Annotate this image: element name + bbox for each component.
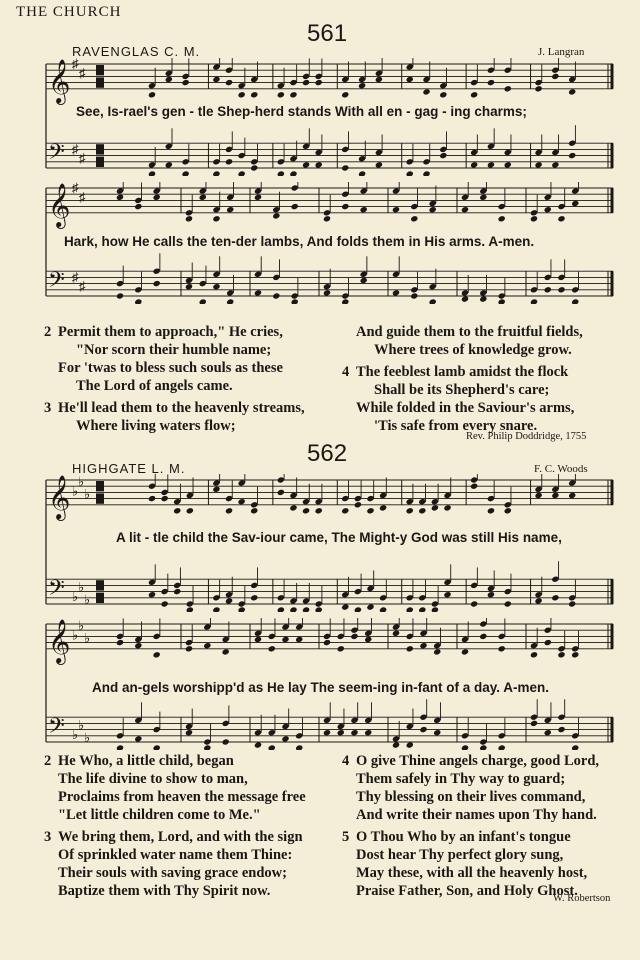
note-head: [375, 76, 383, 83]
note-head: [116, 639, 124, 646]
note-head: [461, 206, 469, 213]
note-head: [254, 194, 262, 201]
note-head: [238, 498, 246, 505]
note-head: [323, 639, 331, 646]
key-signature-glyph: ♭: [72, 726, 79, 742]
note-head: [418, 606, 426, 612]
verse-line: And write their names upon Thy hand.: [356, 807, 597, 823]
note-head: [410, 215, 418, 222]
key-signature-glyph: ♯: [79, 189, 86, 205]
key-signature-glyph: ♯: [72, 182, 79, 195]
note-head: [161, 495, 169, 502]
note-head: [203, 744, 211, 750]
note-head: [291, 203, 299, 210]
key-signature-glyph: ♭: [78, 579, 85, 595]
note-head: [212, 76, 220, 83]
hymn-number: 562: [307, 440, 348, 467]
time-signature-top: [96, 65, 104, 75]
verse-line: Praise Father, Son, and Holy Ghost.: [356, 883, 578, 899]
note-head: [225, 507, 233, 514]
note-head: [281, 735, 289, 742]
note-head: [498, 215, 506, 222]
key-signature-glyph: ♭: [72, 627, 79, 643]
note-head: [354, 606, 362, 612]
key-signature-glyph: ♭: [78, 717, 85, 733]
verse-number: 3: [44, 400, 52, 416]
note-head: [498, 744, 506, 750]
note-head: [422, 170, 430, 176]
clef-glyph: 𝄞: [48, 618, 71, 663]
note-head: [277, 606, 285, 612]
note-head: [268, 645, 276, 652]
verse-line: [44, 323, 344, 341]
verse-line: The Lord of angels came.: [76, 378, 233, 394]
note-head: [323, 215, 331, 222]
note-head: [431, 606, 439, 612]
note-head: [291, 298, 299, 304]
note-head: [173, 507, 181, 514]
note-head: [161, 600, 169, 607]
verse-line: "Let little children come to Me.": [58, 807, 261, 823]
note-head: [153, 280, 161, 287]
note-head: [250, 594, 258, 601]
note-head: [225, 158, 233, 165]
verse-line: Dost hear Thy perfect glory sung,: [356, 847, 564, 863]
note-head: [148, 495, 156, 502]
key-signature-glyph: ♭: [78, 618, 85, 634]
note-head: [530, 298, 538, 304]
note-head: [185, 215, 193, 222]
note-head: [173, 588, 181, 595]
note-head: [225, 597, 233, 604]
verse-text: He'll lead them to the heavenly streams,: [58, 400, 305, 416]
note-head: [419, 726, 427, 733]
note-head: [568, 600, 576, 607]
note-head: [341, 603, 349, 610]
note-head: [203, 642, 211, 649]
note-head: [165, 76, 173, 83]
note-head: [341, 91, 349, 98]
verse: [342, 752, 632, 824]
note-head: [534, 492, 542, 499]
note-head: [148, 591, 156, 598]
key-signature-glyph: ♭: [84, 729, 91, 745]
note-head: [315, 507, 323, 514]
verse-number: 4: [342, 364, 350, 380]
verse-line: [44, 828, 344, 846]
note-head: [116, 744, 124, 750]
note-head: [165, 161, 173, 168]
note-head: [429, 206, 437, 213]
note-head: [254, 741, 262, 748]
note-head: [315, 161, 323, 168]
note-head: [182, 79, 190, 86]
note-head: [571, 651, 579, 658]
note-head: [289, 606, 297, 612]
verse-line: May these, with all the heavenly host,: [356, 865, 588, 881]
note-head: [364, 729, 372, 736]
note-head: [238, 170, 246, 176]
lyric-line: See, Is-rael's gen - tle Shep-herd stands With all en - gag - ing charms;: [76, 104, 527, 119]
note-head: [148, 170, 156, 176]
note-head: [439, 91, 447, 98]
key-signature-glyph: ♭: [78, 474, 85, 490]
note-head: [302, 79, 310, 86]
note-head: [544, 206, 552, 213]
note-head: [406, 606, 414, 612]
note-head: [470, 91, 478, 98]
note-head: [212, 486, 220, 493]
note-head: [504, 85, 512, 92]
verse-line: For 'twas to bless such souls as these: [58, 360, 283, 376]
note-head: [199, 194, 207, 201]
note-head: [544, 729, 552, 736]
note-head: [238, 606, 246, 612]
note-head: [272, 292, 280, 299]
verse: [342, 363, 632, 435]
note-head: [544, 286, 552, 293]
note-head: [134, 735, 142, 742]
verses-left: [44, 752, 344, 900]
note-head: [358, 82, 366, 89]
key-signature-glyph: ♯: [72, 58, 79, 71]
verse-text: Permit them to approach," He cries,: [58, 324, 283, 340]
note-head: [366, 603, 374, 610]
note-head: [116, 292, 124, 299]
note-head: [557, 215, 565, 222]
key-signature-glyph: ♭: [72, 483, 79, 499]
note-head: [487, 507, 495, 514]
verse-line: "Nor scorn their humble name;: [76, 342, 272, 358]
note-head: [461, 295, 469, 302]
note-head: [418, 507, 426, 514]
note-head: [406, 741, 414, 748]
key-signature-glyph: ♭: [84, 486, 91, 502]
time-signature-bottom: [96, 593, 104, 603]
note-head: [571, 744, 579, 750]
note-head: [350, 633, 358, 640]
clef-glyph: 𝄞: [48, 182, 71, 227]
note-head: [272, 212, 280, 219]
note-head: [419, 642, 427, 649]
key-signature-glyph: ♯: [79, 65, 86, 81]
note-head: [470, 161, 478, 168]
note-head: [479, 194, 487, 201]
note-head: [222, 648, 230, 655]
note-head: [443, 504, 451, 511]
note-head: [487, 79, 495, 86]
author-credit: W. Robertson: [553, 893, 611, 904]
note-head: [323, 289, 331, 296]
note-head: [225, 79, 233, 86]
note-head: [406, 76, 414, 83]
note-head: [277, 91, 285, 98]
verse-text: The feeblest lamb amidst the flock: [356, 364, 569, 380]
note-head: [379, 606, 387, 612]
note-head: [185, 283, 193, 290]
time-signature-top: [96, 580, 104, 590]
note-head: [185, 729, 193, 736]
verse-text: O give Thine angels charge, good Lord,: [356, 753, 600, 769]
note-head: [534, 85, 542, 92]
note-head: [406, 170, 414, 176]
note-head: [199, 298, 207, 304]
note-head: [406, 645, 414, 652]
key-signature-glyph: ♯: [72, 141, 79, 157]
verse-line: Shall be its Shepherd's care;: [374, 382, 550, 398]
clef-glyph: 𝄢: [48, 713, 65, 744]
verse-line: [342, 752, 632, 770]
note-head: [551, 594, 559, 601]
note-head: [153, 744, 161, 750]
note-head: [487, 161, 495, 168]
note-head: [461, 744, 469, 750]
note-head: [289, 504, 297, 511]
note-head: [323, 729, 331, 736]
verse-number: 2: [44, 324, 52, 340]
verse-line: Proclaims from heaven the message free: [58, 789, 306, 805]
note-head: [254, 636, 262, 643]
note-head: [568, 492, 576, 499]
verse-line: Their souls with saving grace endow;: [58, 865, 287, 881]
note-head: [354, 501, 362, 508]
note-head: [433, 729, 441, 736]
note-head: [341, 164, 349, 171]
note-head: [281, 636, 289, 643]
verse: [342, 323, 632, 359]
note-head: [295, 636, 303, 643]
note-head: [134, 298, 142, 304]
verse: [44, 752, 344, 824]
clef-glyph: 𝄢: [48, 267, 65, 298]
note-head: [443, 591, 451, 598]
key-signature-glyph: ♯: [79, 150, 86, 166]
note-head: [337, 645, 345, 652]
verse-line: While folded in the Saviour's arms,: [356, 400, 575, 416]
clef-glyph: 𝄞: [48, 58, 71, 103]
note-head: [341, 298, 349, 304]
lyric-line: And an-gels worshipp'd as He lay The seem-ing in-fant of a day. A-men.: [92, 680, 550, 695]
note-head: [551, 492, 559, 499]
note-head: [379, 504, 387, 511]
clef-glyph: 𝄢: [48, 139, 65, 170]
note-head: [250, 164, 258, 171]
key-signature-glyph: ♭: [72, 588, 79, 604]
note-head: [212, 283, 220, 290]
note-head: [148, 91, 156, 98]
note-head: [358, 170, 366, 176]
note-head: [470, 600, 478, 607]
tune-name: RAVENGLAS C. M.: [72, 44, 201, 59]
note-head: [392, 630, 400, 637]
note-head: [268, 744, 276, 750]
time-signature-bottom: [96, 157, 104, 167]
note-head: [250, 507, 258, 514]
time-signature-bottom: [96, 77, 104, 87]
note-head: [250, 91, 258, 98]
note-head: [350, 729, 358, 736]
verse-number: 4: [342, 753, 350, 769]
note-head: [341, 203, 349, 210]
note-head: [364, 636, 372, 643]
verse-line: [342, 363, 632, 381]
note-head: [289, 91, 297, 98]
note-head: [226, 206, 234, 213]
verse: [44, 399, 344, 435]
verse-line: The life divine to show to man,: [58, 771, 248, 787]
composer: F. C. Woods: [534, 463, 588, 475]
note-head: [557, 651, 565, 658]
composer: J. Langran: [538, 46, 585, 58]
key-signature-glyph: ♯: [79, 278, 86, 294]
note-head: [557, 726, 565, 733]
verse-number: 5: [342, 829, 350, 845]
verse-text: We bring them, Lord, and with the sign: [58, 829, 303, 845]
note-head: [186, 606, 194, 612]
note-head: [116, 194, 124, 201]
note-head: [295, 744, 303, 750]
note-head: [530, 215, 538, 222]
note-head: [238, 91, 246, 98]
note-head: [568, 88, 576, 95]
verse-number: 2: [44, 753, 52, 769]
clef-glyph: 𝄢: [48, 575, 65, 606]
note-head: [392, 289, 400, 296]
note-head: [504, 600, 512, 607]
note-head: [498, 645, 506, 652]
note-head: [302, 606, 310, 612]
note-head: [571, 200, 579, 207]
verse-line: Baptize them with Thy Spirit now.: [58, 883, 271, 899]
note-head: [479, 633, 487, 640]
note-head: [289, 170, 297, 176]
note-head: [406, 507, 414, 514]
note-head: [534, 161, 542, 168]
verses-left: [44, 323, 344, 435]
note-head: [375, 161, 383, 168]
note-head: [429, 298, 437, 304]
note-head: [433, 648, 441, 655]
author-credit: Rev. Philip Doddridge, 1755: [466, 431, 587, 442]
note-head: [504, 507, 512, 514]
note-head: [392, 206, 400, 213]
note-head: [366, 507, 374, 514]
note-head: [544, 639, 552, 646]
note-head: [186, 507, 194, 514]
note-head: [360, 206, 368, 213]
note-head: [153, 194, 161, 201]
tune-name: HIGHGATE L. M.: [72, 461, 186, 476]
verse: [44, 323, 344, 395]
note-head: [277, 489, 285, 496]
note-head: [302, 507, 310, 514]
verse-line: 'Tis safe from every snare.: [374, 418, 538, 434]
verse-line: [44, 752, 344, 770]
section-header: THE CHURCH: [16, 4, 122, 20]
note-head: [551, 73, 559, 80]
note-head: [315, 606, 323, 612]
lyric-line: Hark, how He calls the ten-der lambs, And folds them in His arms. A-men.: [64, 234, 535, 249]
note-head: [571, 298, 579, 304]
note-head: [337, 729, 345, 736]
note-head: [568, 152, 576, 159]
note-head: [134, 203, 142, 210]
note-head: [212, 606, 220, 612]
note-head: [498, 298, 506, 304]
verse-line: Where living waters flow;: [76, 418, 236, 434]
time-signature-top: [96, 144, 104, 154]
verse-line: Thy blessing on their lives command,: [356, 789, 586, 805]
verse-line: Them safely in Thy way to guard;: [356, 771, 566, 787]
note-head: [479, 295, 487, 302]
time-signature-bottom: [96, 493, 104, 503]
verse-line: Of sprinkled water name them Thine:: [58, 847, 293, 863]
verse: [342, 828, 632, 900]
note-head: [341, 507, 349, 514]
note-head: [182, 170, 190, 176]
key-signature-glyph: ♭: [84, 591, 91, 607]
note-head: [185, 645, 193, 652]
note-head: [534, 597, 542, 604]
note-head: [222, 738, 230, 745]
time-signature-top: [96, 481, 104, 491]
note-head: [530, 651, 538, 658]
note-head: [277, 170, 285, 176]
hymn-number: 561: [307, 20, 348, 47]
note-head: [530, 720, 538, 727]
note-head: [302, 161, 310, 168]
note-head: [439, 152, 447, 159]
clef-glyph: 𝄞: [48, 474, 71, 519]
note-head: [479, 744, 487, 750]
verse: [44, 828, 344, 900]
verse-number: 3: [44, 829, 52, 845]
note-head: [470, 483, 478, 490]
note-head: [134, 642, 142, 649]
note-head: [315, 79, 323, 86]
note-head: [360, 277, 368, 284]
note-head: [254, 289, 262, 296]
verses-right: [342, 752, 632, 900]
note-head: [551, 161, 559, 168]
note-head: [212, 215, 220, 222]
key-signature-glyph: ♭: [84, 630, 91, 646]
verse-line: Where trees of knowledge grow.: [374, 342, 572, 358]
verse-line: [44, 399, 344, 417]
note-head: [461, 648, 469, 655]
note-head: [410, 292, 418, 299]
verse-line: And guide them to the fruitful fields,: [356, 324, 583, 340]
note-head: [153, 651, 161, 658]
note-head: [392, 741, 400, 748]
note-head: [487, 591, 495, 598]
key-signature-glyph: ♯: [72, 269, 79, 285]
lyric-line: A lit - tle child the Sav-iour came, The Might-y God was still His name,: [116, 530, 562, 545]
note-head: [212, 170, 220, 176]
verse-text: O Thou Who by an infant's tongue: [356, 829, 571, 845]
note-head: [557, 286, 565, 293]
verse-text: He Who, a little child, began: [58, 753, 234, 769]
note-head: [422, 88, 430, 95]
verse-line: [342, 828, 632, 846]
note-head: [504, 161, 512, 168]
note-head: [226, 298, 234, 304]
verses-right: [342, 323, 632, 435]
note-head: [431, 504, 439, 511]
